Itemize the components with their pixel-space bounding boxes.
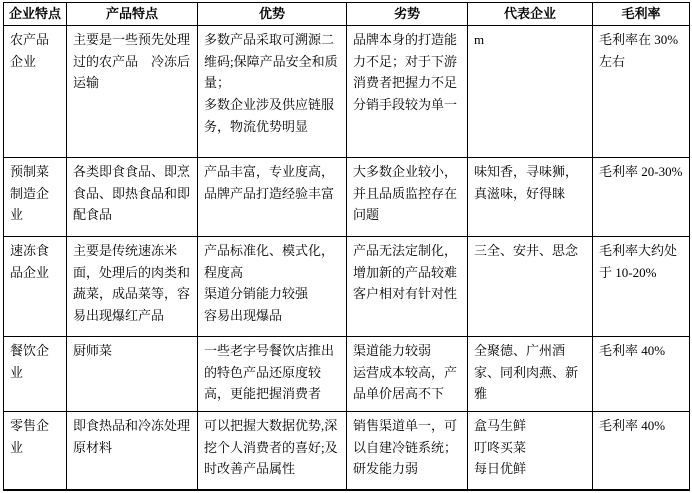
cell-paragraph: 毛利率在 30%左右 xyxy=(599,32,679,69)
cell-enterprise-type xyxy=(4,158,67,237)
cell-advantages xyxy=(198,26,347,158)
table-row xyxy=(4,412,690,490)
column-header-gross-margin: 毛利率 xyxy=(593,3,690,26)
cell-product-features xyxy=(67,237,198,337)
cell-product-features xyxy=(67,337,198,412)
cell-advantages xyxy=(198,237,347,337)
cell-gross-margin xyxy=(593,337,690,412)
cell-paragraph: 多数企业涉及供应链服务，物流优势明显 xyxy=(204,97,335,134)
cell-enterprise-type xyxy=(4,412,67,490)
cell-enterprise-type xyxy=(4,337,67,412)
cell-paragraph: 产品无法定制化，增加新的产品较难 xyxy=(353,243,458,280)
cell-advantages xyxy=(198,412,347,490)
cell-disadvantages xyxy=(347,158,468,237)
cell-paragraph: 运营成本较高，产品单价居高不下 xyxy=(353,364,458,402)
cell-product-features xyxy=(67,412,198,490)
cell-representative-companies xyxy=(468,412,593,490)
table-row xyxy=(4,158,690,237)
cell-representative-companies xyxy=(468,337,593,412)
column-header-disadvantages: 劣势 xyxy=(347,3,468,26)
cell-paragraph: 渠道能力较弱 xyxy=(353,343,432,358)
cell-paragraph: 毛利率大约处于 10-20% xyxy=(599,243,678,280)
cell-paragraph: 分销手段较为单一 xyxy=(353,97,458,113)
cell-gross-margin xyxy=(593,158,690,237)
cell-paragraph: 毛利率 20-30% xyxy=(599,164,683,179)
cell-disadvantages xyxy=(347,237,468,337)
column-header-advantages: 优势 xyxy=(198,3,347,26)
column-header-representative-companies: 代表企业 xyxy=(468,3,593,26)
column-header-product-features: 产品特点 xyxy=(67,3,198,26)
cell-paragraph: 销售渠道单一，可以自建冷链系统；研发能力弱 xyxy=(353,418,458,477)
cell-disadvantages xyxy=(347,26,468,158)
cell-paragraph: 厨师菜 xyxy=(73,343,113,358)
cell-disadvantages xyxy=(347,337,468,412)
cell-representative-companies xyxy=(468,158,593,237)
cell-paragraph: 可以把握大数据优势,深挖个人消费者的喜好;及时改善产品属性 xyxy=(204,418,338,477)
cell-paragraph: m xyxy=(474,32,485,47)
cell-paragraph: 每日优鲜 xyxy=(474,461,527,477)
cell-paragraph: 毛利率 40% xyxy=(599,418,666,433)
cell-paragraph: 渠道分销能力较强 xyxy=(204,286,309,302)
cell-gross-margin xyxy=(593,26,690,158)
cell-paragraph: 产品丰富，专业度高，品牌产品打造经验丰富 xyxy=(204,164,335,201)
cell-advantages xyxy=(198,158,347,237)
cell-paragraph: 盒马生鲜 xyxy=(474,418,527,433)
cell-paragraph: 预制菜制造企业 xyxy=(10,164,50,223)
cell-paragraph: 农产品企业 xyxy=(10,32,50,69)
cell-paragraph: 餐饮企业 xyxy=(10,343,50,380)
cell-paragraph: 各类即食食品、即烹食品、即热食品和即配食品 xyxy=(73,164,191,223)
header-row xyxy=(4,3,690,26)
cell-representative-companies xyxy=(468,237,593,337)
table-row xyxy=(4,26,690,158)
cell-enterprise-type xyxy=(4,26,67,158)
cell-paragraph: 三全、安井、思念 xyxy=(474,243,579,258)
cell-disadvantages xyxy=(347,412,468,490)
cell-gross-margin xyxy=(593,237,690,337)
cell-paragraph: 叮咚买菜 xyxy=(474,439,527,455)
cell-paragraph: 客户相对有针对性 xyxy=(353,286,458,302)
cell-paragraph: 产品标准化、模式化，程度高 xyxy=(204,243,335,280)
cell-paragraph: 多数产品采取可溯源二维码;保障产品安全和质量； xyxy=(204,32,338,91)
table-row xyxy=(4,337,690,412)
cell-paragraph: 即食热品和冷冻处理原材料 xyxy=(73,418,191,455)
cell-paragraph: 一些老字号餐饮店推出的特色产品还原度较高，更能把握消费者 xyxy=(204,343,335,402)
cell-paragraph: 主要是一些预先处理过的农产品 冷冻后运输 xyxy=(73,32,191,91)
cell-product-features xyxy=(67,158,198,237)
cell-paragraph: 主要是传统速冻米面，处理后的肉类和蔬菜，成品菜等，容易出现爆红产品 xyxy=(73,243,191,324)
cell-paragraph: 容易出现爆品 xyxy=(204,308,283,324)
cell-paragraph: 速冻食品企业 xyxy=(10,243,50,280)
cell-advantages xyxy=(198,337,347,412)
cell-product-features xyxy=(67,26,198,158)
cell-paragraph: 品牌本身的打造能力不足；对于下游消费者把握力不足 xyxy=(353,32,458,91)
cell-paragraph: 大多数企业较小，并且品质监控存在问题 xyxy=(353,164,458,223)
cell-paragraph: 毛利率 40% xyxy=(599,343,666,358)
cell-paragraph: 全聚德、广州酒家、同利肉燕、新雅 xyxy=(474,343,579,402)
cell-paragraph: 味知香，寻味狮，真滋味，好得睐 xyxy=(474,164,579,201)
enterprise-comparison-table xyxy=(3,2,690,491)
table-row xyxy=(4,237,690,337)
cell-enterprise-type xyxy=(4,237,67,337)
cell-representative-companies xyxy=(468,26,593,158)
column-header-enterprise-type: 企业特点 xyxy=(4,3,67,26)
cell-paragraph: 零售企业 xyxy=(10,418,50,455)
cell-gross-margin xyxy=(593,412,690,490)
